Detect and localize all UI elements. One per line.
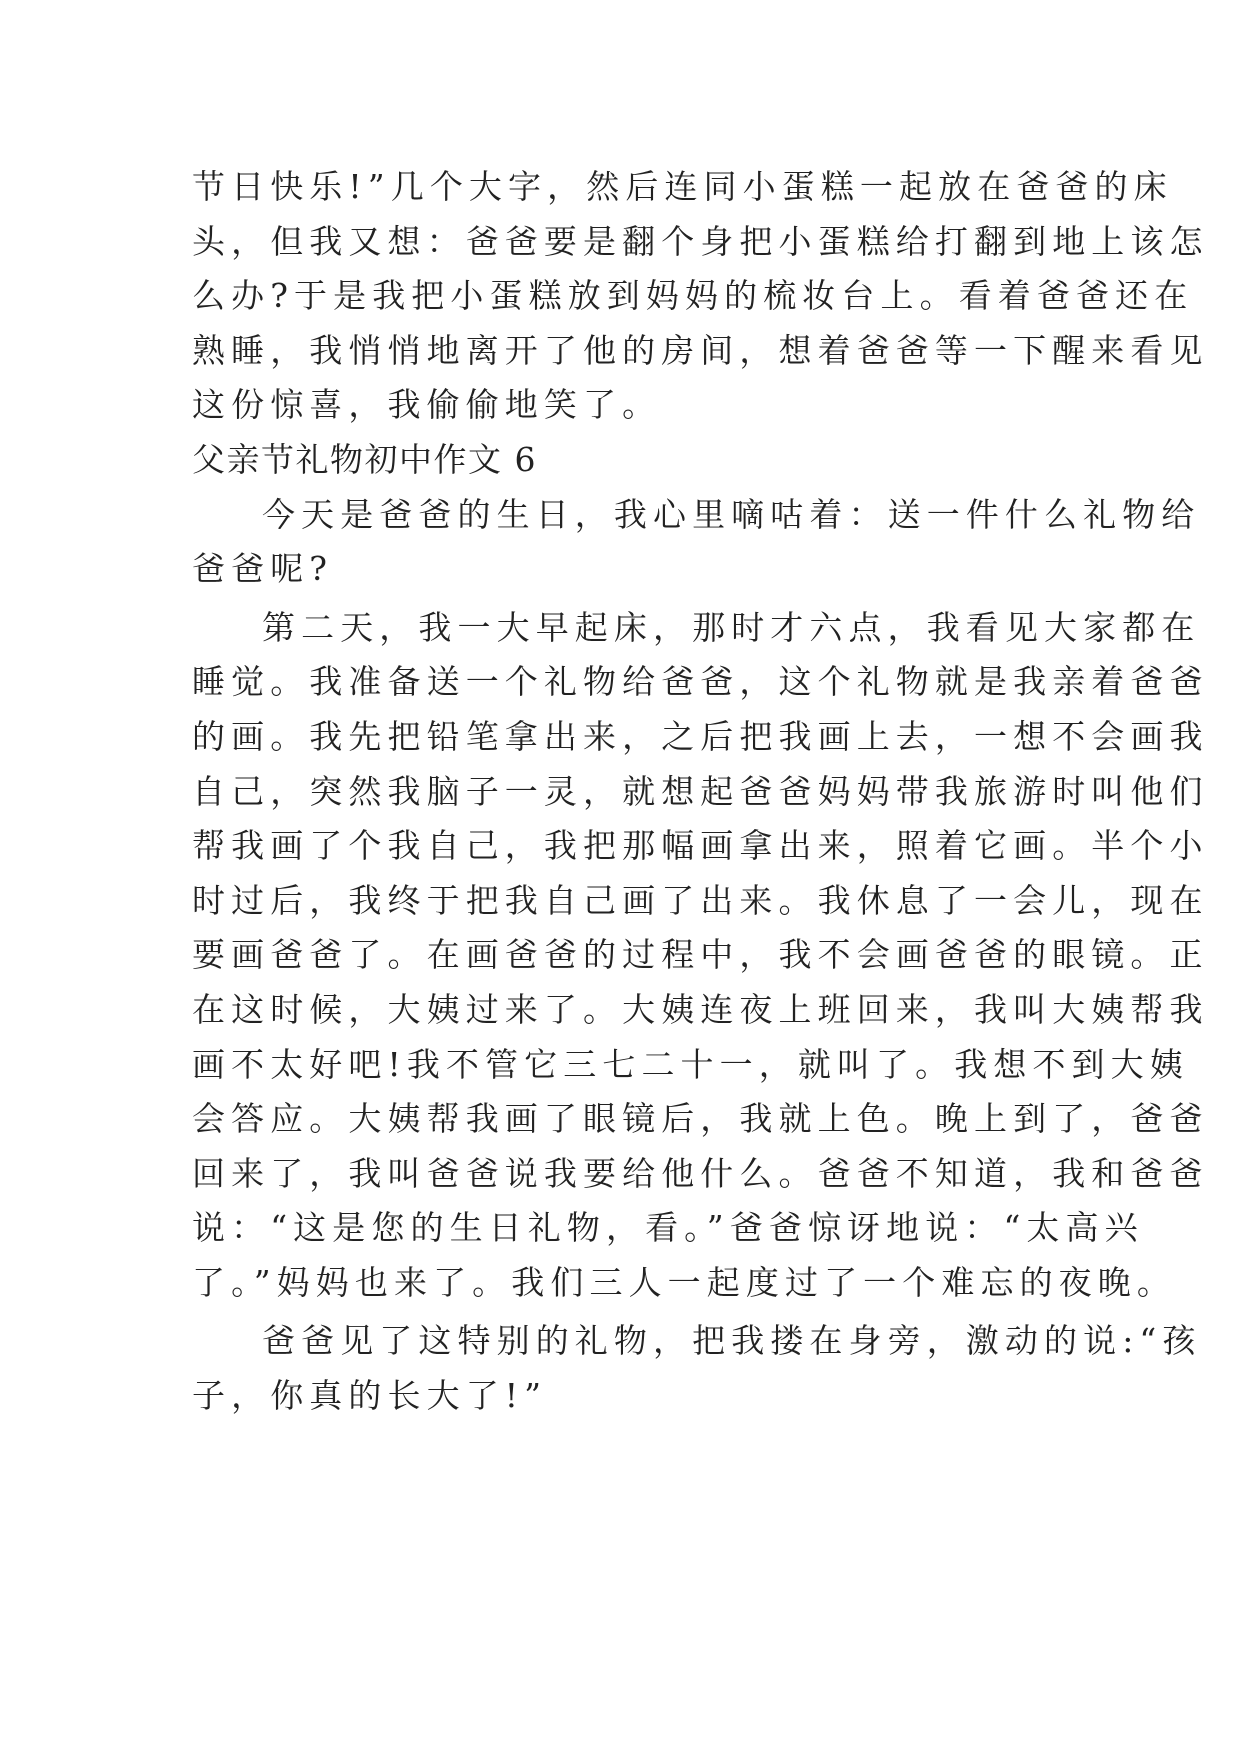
paragraph-1	[192, 488, 1201, 597]
text-line: 回来了，我叫爸爸说我要给他什么。爸爸不知道，我和爸爸	[192, 1153, 1209, 1193]
text-line: 节日快乐!”几个大字，然后连同小蛋糕一起放在爸爸的床	[192, 167, 1173, 206]
text-line: 画不太好吧!我不管它三七二十一，就叫了。我想不到大姨	[192, 1044, 1189, 1084]
text-line: 帮我画了个我自己，我把那幅画拿出来，照着它画。半个小	[192, 826, 1209, 866]
text-line: 今天是爸爸的生日，我心里嘀咕着：送一件什么礼物给	[262, 494, 1201, 534]
paragraph-2	[192, 601, 1209, 1311]
text-line: 爸爸呢?	[192, 549, 334, 589]
text-line: 头，但我又想：爸爸要是翻个身把小蛋糕给打翻到地上该怎	[192, 221, 1209, 261]
text-line: 的画。我先把铅笔拿出来，之后把我画上去，一想不会画我	[192, 716, 1209, 756]
text-line: 爸爸见了这特别的礼物，把我搂在身旁，激动的说:“孩	[262, 1321, 1202, 1361]
text-line: 说：“这是您的生日礼物，看。”爸爸惊讶地说：“太高兴	[192, 1208, 1144, 1248]
text-line: 第二天，我一大早起床，那时才六点，我看见大家都在	[262, 607, 1201, 647]
text-line: 子，你真的长大了!”	[192, 1376, 548, 1416]
text-line: 么办?于是我把小蛋糕放到妈妈的梳妆台上。看着爸爸还在	[192, 276, 1194, 316]
paragraph-3	[192, 1314, 1202, 1423]
essay-heading: 父亲节礼物初中作文 6	[192, 439, 537, 479]
text-line: 自己，突然我脑子一灵，就想起爸爸妈妈带我旅游时叫他们	[192, 771, 1209, 811]
text-line: 会答应。大姨帮我画了眼镜后，我就上色。晚上到了，爸爸	[192, 1099, 1209, 1139]
text-line: 要画爸爸了。在画爸爸的过程中，我不会画爸爸的眼镜。正	[192, 935, 1209, 975]
continuation-paragraph	[192, 160, 1209, 433]
text-line: 了。”妈妈也来了。我们三人一起度过了一个难忘的夜晚。	[192, 1262, 1176, 1302]
text-line: 熟睡，我悄悄地离开了他的房间，想着爸爸等一下醒来看见	[192, 330, 1209, 370]
text-line: 在这时候，大姨过来了。大姨连夜上班回来，我叫大姨帮我	[192, 989, 1209, 1029]
text-line: 这份惊喜，我偷偷地笑了。	[192, 385, 662, 425]
text-line: 睡觉。我准备送一个礼物给爸爸，这个礼物就是我亲着爸爸	[192, 662, 1209, 702]
document-page	[192, 160, 1209, 1424]
text-line: 时过后，我终于把我自己画了出来。我休息了一会儿，现在	[192, 880, 1209, 920]
